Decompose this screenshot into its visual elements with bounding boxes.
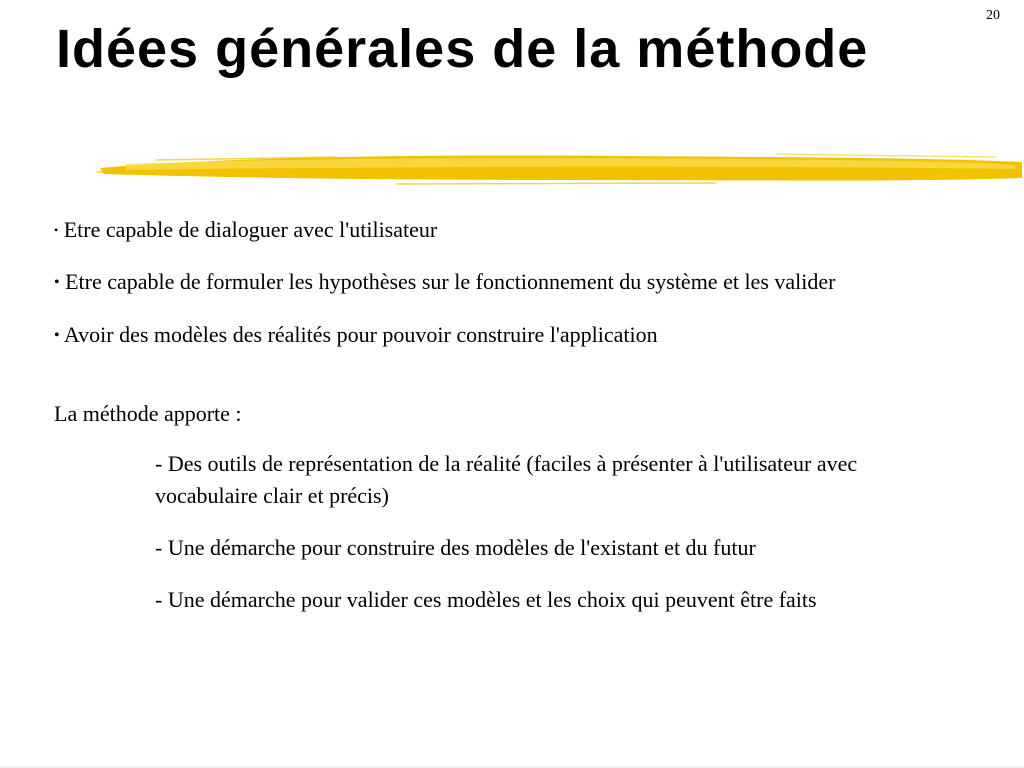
bullet-text: Etre capable de dialoguer avec l'utilisateur bbox=[63, 217, 438, 242]
bullet-text: Avoir des modèles des réalités pour pouvoir construire l'application bbox=[63, 322, 658, 347]
bullet-icon: • bbox=[54, 274, 60, 291]
bullet-item bbox=[54, 319, 954, 352]
bullet-list bbox=[54, 214, 954, 352]
method-contribution-item: - Des outils de représentation de la réalité (faciles à présenter à l'utilisateur avec vocabulaire clair et précis) bbox=[155, 451, 858, 508]
slide-body bbox=[54, 214, 954, 636]
bullet-text: Etre capable de formuler les hypothèses sur le fonctionnement du système et les valider bbox=[65, 269, 836, 294]
brush-stroke-bristle-3 bbox=[776, 154, 996, 157]
method-contributions-list bbox=[54, 448, 945, 616]
brush-stroke-bristle-2 bbox=[396, 183, 716, 184]
method-contribution-item: - Une démarche pour valider ces modèles et les choix qui peuvent être faits bbox=[155, 587, 817, 612]
bullet-icon: • bbox=[54, 223, 59, 237]
slide-title: Idées générales de la méthode bbox=[56, 19, 869, 79]
method-intro: La méthode apporte : bbox=[54, 401, 242, 426]
bullet-item bbox=[54, 214, 954, 246]
yellow-brush-stroke-divider bbox=[96, 148, 1024, 190]
bullet-item bbox=[54, 266, 954, 299]
slide-number: 20 bbox=[986, 8, 1000, 23]
brush-stroke-tail bbox=[96, 170, 156, 173]
method-contribution-item: - Une démarche pour construire des modèles de l'existant et du futur bbox=[155, 535, 756, 560]
bullet-icon: • bbox=[54, 327, 60, 344]
